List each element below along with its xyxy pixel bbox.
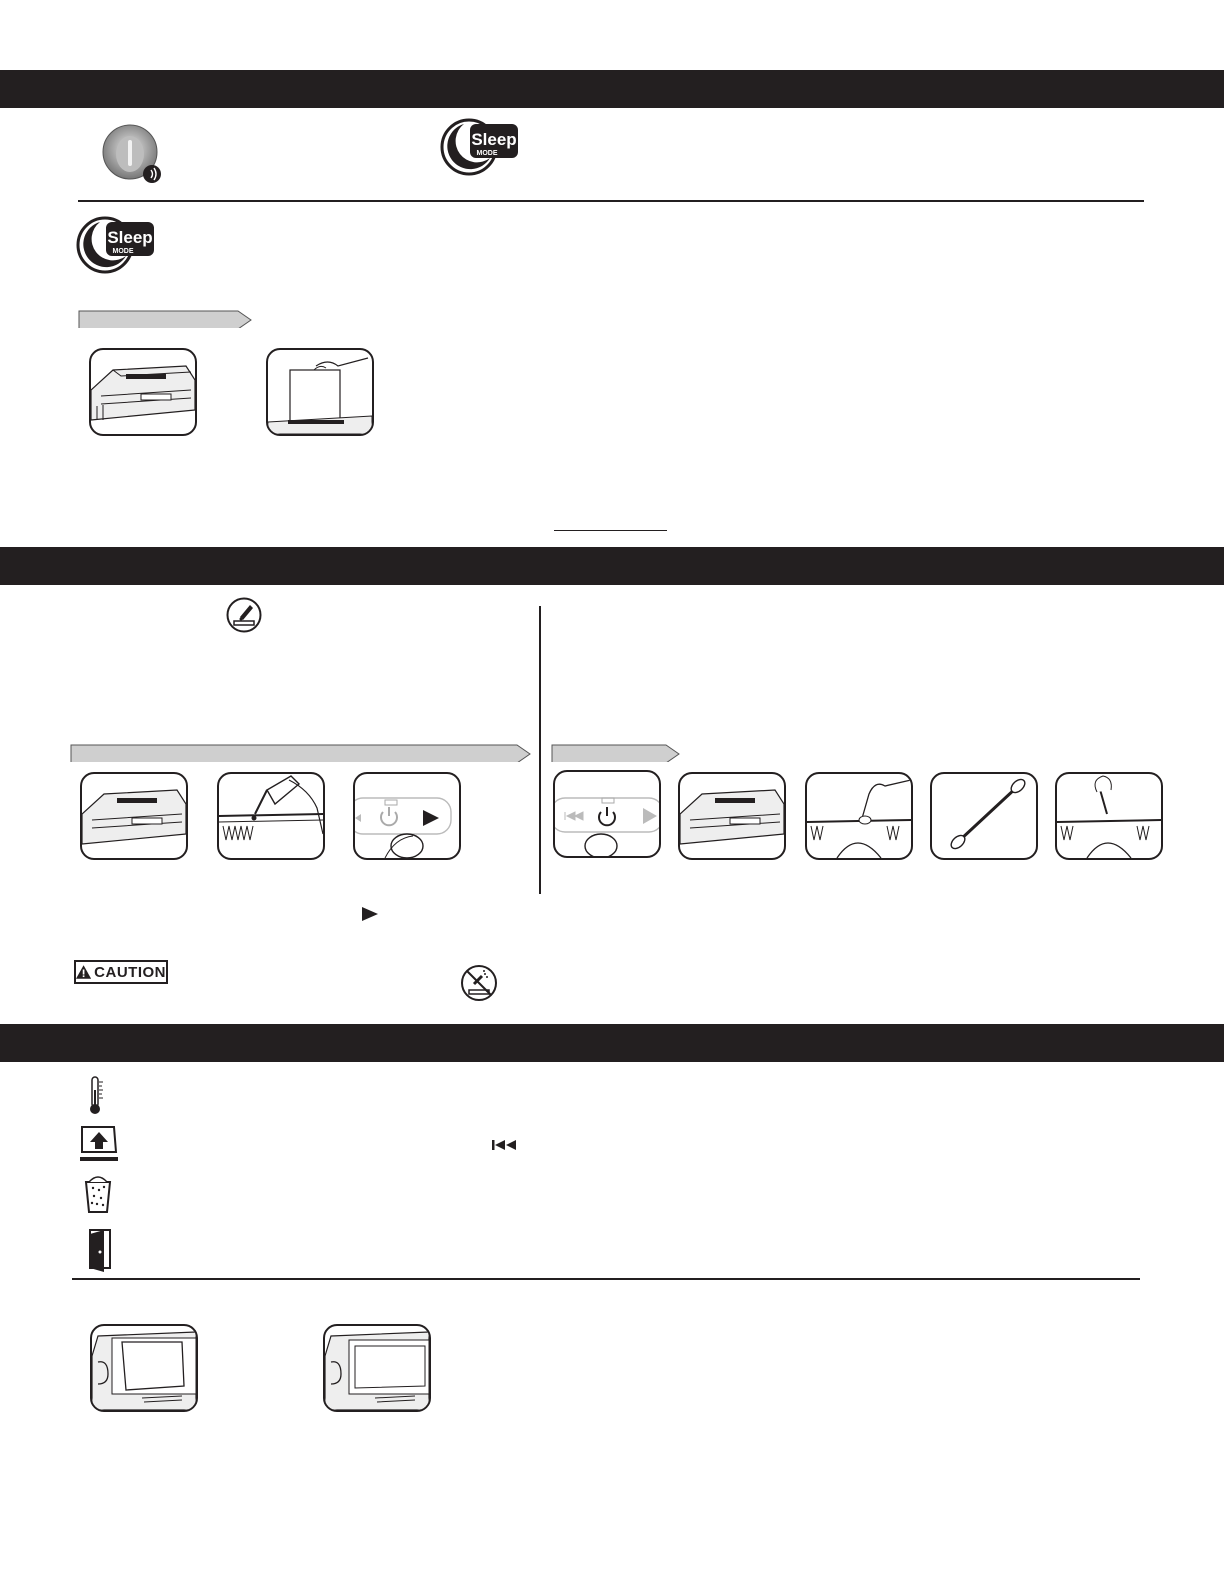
illustration-cotton-swab — [930, 772, 1038, 860]
illustration-bin-empty — [323, 1324, 431, 1412]
step-tab-3 — [551, 744, 681, 762]
section-header-bar-1 — [0, 70, 1224, 108]
quiet-mode-icon — [102, 124, 162, 184]
divider-2 — [72, 1278, 1140, 1280]
illustration-oil-bottle — [217, 772, 325, 860]
reverse-icon — [491, 1138, 517, 1150]
illustration-shredder-oil-1 — [80, 772, 188, 860]
thermometer-icon — [86, 1076, 106, 1116]
oil-icon — [226, 597, 262, 633]
section-end-rule — [554, 530, 667, 531]
sleep-badge-subtitle: MODE — [476, 150, 498, 157]
illustration-finger-slot — [805, 772, 913, 860]
sleep-badge-title: Sleep — [471, 130, 517, 149]
divider-1 — [78, 200, 1144, 202]
sleep-mode-icon — [76, 216, 156, 274]
section-header-bar-2 — [0, 547, 1224, 585]
caution-label — [74, 960, 168, 984]
section-header-bar-3 — [0, 1024, 1224, 1062]
illustration-forward-button — [353, 772, 461, 860]
illustration-shredder — [89, 348, 197, 436]
caution-text: CAUTION — [94, 963, 166, 981]
step-tab-1 — [78, 310, 253, 328]
illustration-power-button — [553, 770, 661, 858]
door-open-icon — [86, 1228, 114, 1272]
illustration-paper-insert — [266, 348, 374, 436]
sleep-badge-subtitle: MODE — [112, 248, 134, 255]
warning-triangle-icon — [76, 964, 91, 980]
no-aerosol-icon — [460, 964, 498, 1002]
illustration-swab-slot — [1055, 772, 1163, 860]
play-icon — [361, 906, 379, 922]
illustration-bin-paper — [90, 1324, 198, 1412]
step-tab-2 — [70, 744, 532, 762]
sleep-mode-icon — [440, 118, 520, 176]
paper-up-icon — [79, 1124, 119, 1164]
sleep-badge-title: Sleep — [107, 228, 153, 247]
illustration-shredder-oil-2 — [678, 772, 786, 860]
bin-full-icon — [84, 1174, 112, 1214]
column-divider — [539, 606, 541, 894]
